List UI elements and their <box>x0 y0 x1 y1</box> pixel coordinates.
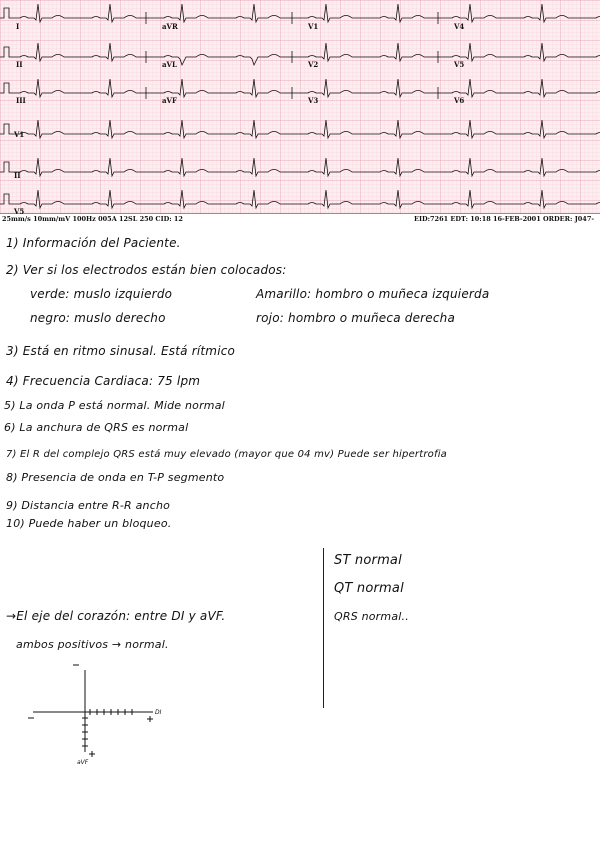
ecg-footer-settings: 25mm/s 10mm/mV 100Hz 005A 12SL 250 CID: 12 <box>2 215 183 223</box>
lead-label: aVL <box>162 60 177 69</box>
lead-label: II <box>16 60 23 69</box>
note-electrode-verde: verde: muslo izquierdo <box>30 287 173 301</box>
note-patient-info: 1) Información del Paciente. <box>6 236 181 250</box>
note-rr-distance: 9) Distancia entre R-R ancho <box>6 499 171 512</box>
note-heart-rate: 4) Frecuencia Cardiaca: 75 lpm <box>6 374 201 388</box>
axis-label-avf: aVF <box>77 759 89 766</box>
lead-label: I <box>16 22 20 31</box>
lead-label: V3 <box>308 96 319 105</box>
note-tp-segment: 8) Presencia de onda en T-P segmento <box>6 471 225 484</box>
note-p-wave: 5) La onda P está normal. Mide normal <box>4 399 225 412</box>
lead-label: V1 <box>308 22 319 31</box>
lead-label: II <box>14 171 21 180</box>
lead-label: V5 <box>454 60 465 69</box>
lead-label: V2 <box>308 60 319 69</box>
note-qrs-width: 6) La anchura de QRS es normal <box>4 421 189 434</box>
lead-label: aVR <box>162 22 178 31</box>
lead-label: V5 <box>14 207 25 216</box>
note-electrodes: 2) Ver si los electrodos están bien colocados: <box>6 263 287 277</box>
axis-label-di: DI <box>155 709 162 716</box>
note-electrode-rojo: rojo: hombro o muñeca derecha <box>256 311 456 325</box>
note-st: ST normal <box>334 553 402 568</box>
ecg-strip <box>0 0 600 226</box>
note-rhythm: 3) Está en ritmo sinusal. Está rítmico <box>6 344 236 358</box>
column-divider <box>323 548 324 708</box>
note-block: 10) Puede haber un bloqueo. <box>6 517 172 530</box>
axis-sketch <box>25 660 165 770</box>
note-axis-conclusion: ambos positivos → normal. <box>16 638 169 651</box>
note-qt: QT normal <box>334 581 404 596</box>
note-qrs: QRS normal.. <box>334 610 409 623</box>
note-electrode-amarillo: Amarillo: hombro o muñeca izquierda <box>256 287 490 301</box>
ecg-footer-id: EID:7261 EDT: 10:18 16-FEB-2001 ORDER: J047- <box>414 215 595 223</box>
note-r-wave: 7) El R del complejo QRS está muy elevado (mayor que 04 mv) Puede ser hipertrofia <box>6 449 448 460</box>
lead-label: V4 <box>454 22 465 31</box>
note-axis: →El eje del corazón: entre DI y aVF. <box>6 609 226 623</box>
lead-label: V6 <box>454 96 465 105</box>
lead-label: V1 <box>14 130 25 139</box>
note-electrode-negro: negro: muslo derecho <box>30 311 166 325</box>
lead-label: aVF <box>162 96 177 105</box>
lead-label: III <box>16 96 26 105</box>
